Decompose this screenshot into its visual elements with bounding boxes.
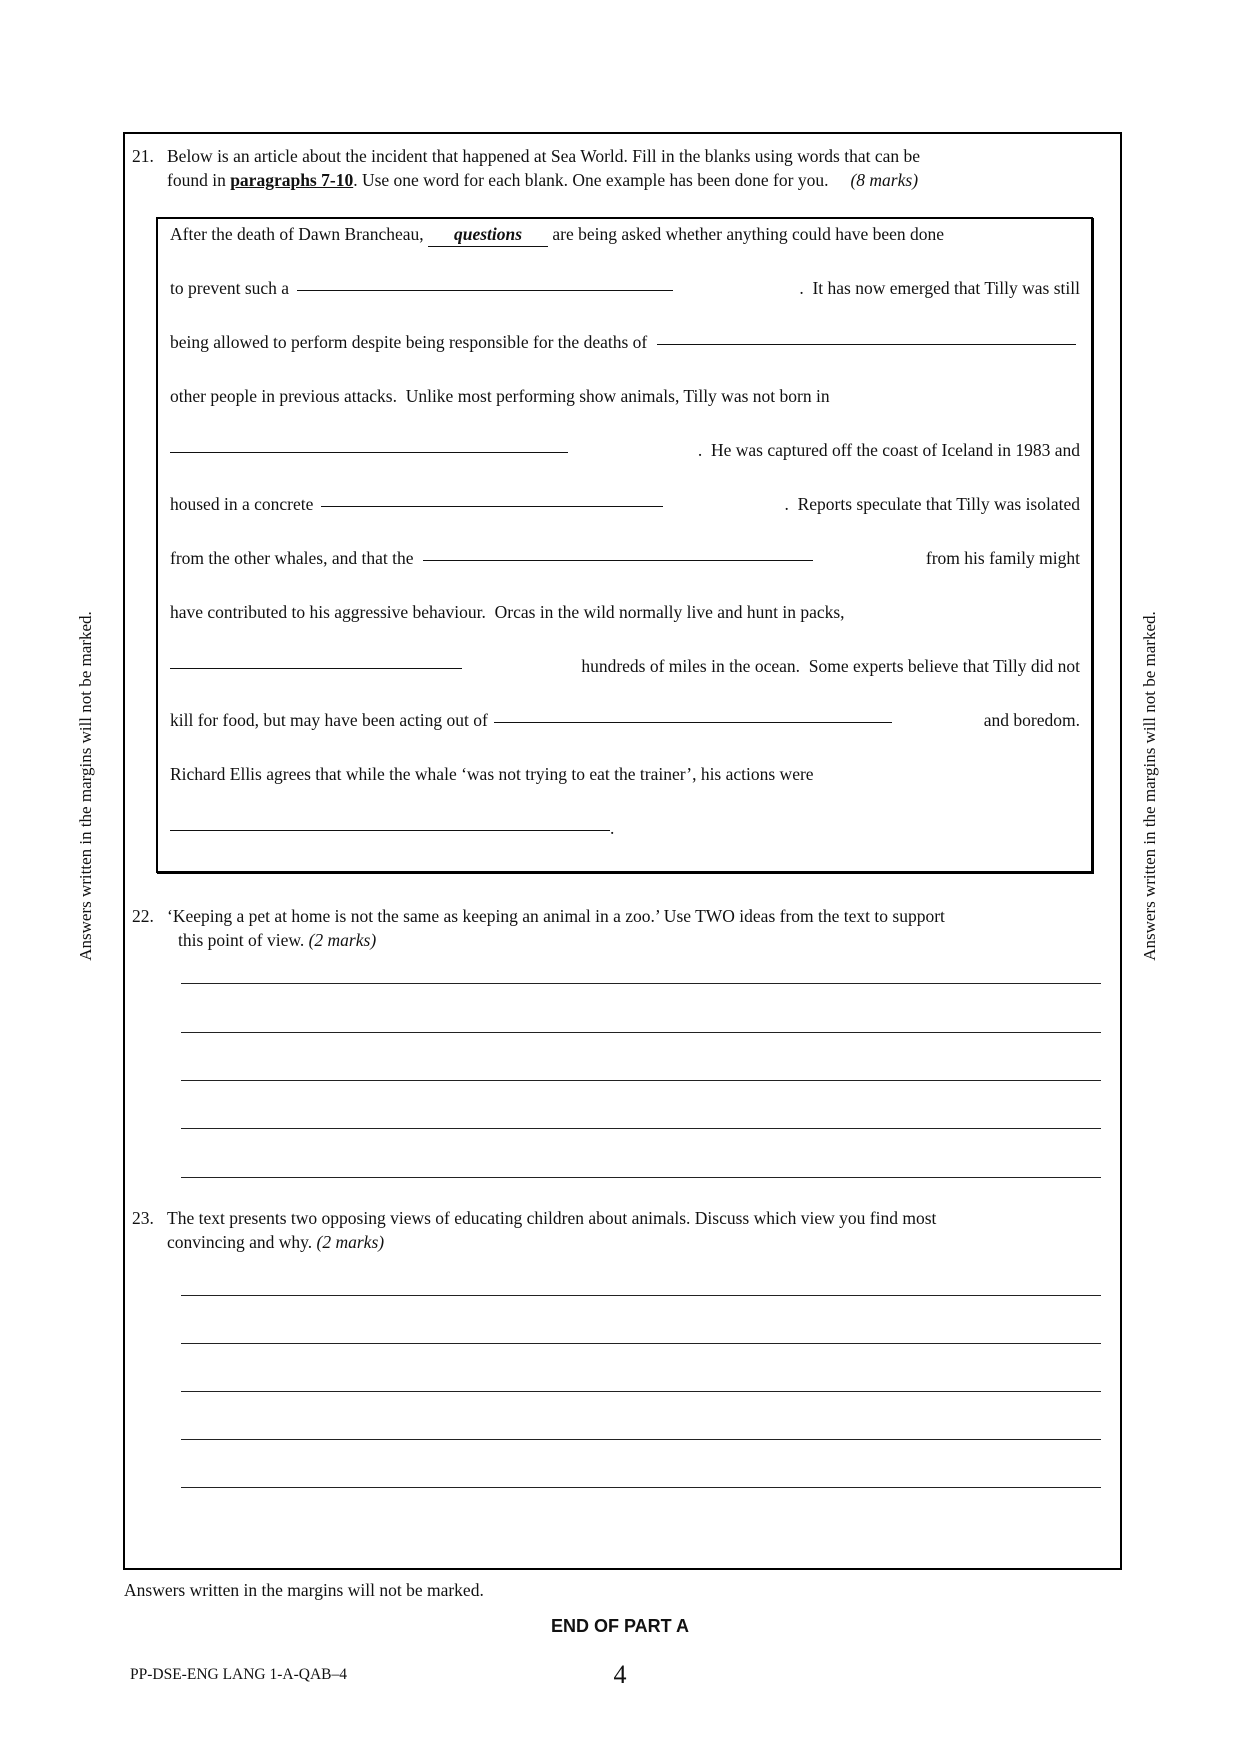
passage-line-7 [170,546,1080,570]
question-text-line1: ‘Keeping a pet at home is not the same as keeping an animal in a zoo.’ Use TWO ideas from the text to support [167,906,945,926]
passage-line-12 [170,816,1080,840]
passage-text: kill for food, but may have been acting out of [170,710,488,730]
passage-line-3 [170,330,1080,354]
question-text-line2 [167,1230,384,1254]
passage-text: . Reports speculate that Tilly was isolated [784,494,1080,514]
answer-line[interactable] [181,1391,1101,1392]
answer-line[interactable] [181,1295,1101,1296]
passage-line-2 [170,276,1080,300]
passage-text: are being asked whether anything could have been done [548,224,945,244]
question-text-line2 [178,928,376,952]
passage-text: . It has now emerged that Tilly was still [799,278,1080,298]
passage-text: being allowed to perform despite being responsible for the deaths of [170,332,648,352]
passage-text: and boredom. [983,710,1080,730]
instruction-text: found in [167,170,231,190]
question-text-line2 [167,168,918,192]
passage-line-5 [170,438,1080,462]
answer-blank-3[interactable] [170,452,568,453]
answer-line[interactable] [181,1487,1101,1488]
answer-blank-1[interactable] [297,290,673,291]
footer-margin-note: Answers written in the margins will not be marked. [124,1580,484,1600]
passage-line-11 [170,762,1080,786]
instruction-text: . Use one word for each blank. One example has been done for you. [353,170,829,190]
answer-blank-7[interactable] [494,722,892,723]
passage-line-1 [170,222,1080,247]
answer-line[interactable] [181,1032,1101,1033]
left-margin-note: Answers written in the margins will not be marked. [76,611,95,961]
answer-blank-8[interactable] [170,830,610,831]
passage-text: . He was captured off the coast of Iceland in 1983 and [697,440,1080,460]
example-answer: questions [428,222,548,247]
passage-line-4 [170,384,1080,408]
passage-text: housed in a concrete [170,494,314,514]
answer-blank-2[interactable] [657,344,1076,345]
question-number: 22. [132,906,154,926]
question-number: 21. [132,146,154,166]
answer-line[interactable] [181,983,1101,984]
answer-blank-4[interactable] [321,506,663,507]
passage-line-9 [170,654,1080,678]
passage-text: have contributed to his aggressive behaviour. Orcas in the wild normally live and hunt in packs, [170,602,845,622]
passage-line-10 [170,708,1080,732]
question-number: 23. [132,1208,154,1228]
passage-line-6 [170,492,1080,516]
passage-text: other people in previous attacks. Unlike most performing show animals, Tilly was not born in [170,386,830,406]
question-text-line1: Below is an article about the incident that happened at Sea World. Fill in the blanks using words that can be [167,146,921,166]
passage-text: from his family might [925,548,1080,568]
answer-line[interactable] [181,1177,1101,1178]
page-number: 4 [613,1660,627,1689]
answer-blank-6[interactable] [170,668,462,669]
answer-line[interactable] [181,1128,1101,1129]
answer-line[interactable] [181,1343,1101,1344]
marks-label: (2 marks) [316,1232,385,1252]
end-of-part-label: END OF PART A [551,1616,689,1636]
passage-text: from the other whales, and that the [170,548,414,568]
right-margin-note: Answers written in the margins will not be marked. [1140,611,1159,961]
passage-text: Richard Ellis agrees that while the whale ‘was not trying to eat the trainer’, his actions were [170,764,814,784]
question-text-line1: The text presents two opposing views of educating children about animals. Discuss which view you find most [167,1208,937,1228]
passage-text: hundreds of miles in the ocean. Some experts believe that Tilly did not [581,656,1080,676]
passage-line-8 [170,600,1080,624]
question-text: convincing and why. [167,1232,313,1252]
answer-line[interactable] [181,1080,1101,1081]
marks-label: (2 marks) [308,930,377,950]
paper-code: PP-DSE-ENG LANG 1-A-QAB–4 [130,1666,347,1683]
passage-text: After the death of Dawn Brancheau, [170,224,429,244]
passage-text: . [610,818,615,838]
question-text: this point of view. [178,930,305,950]
marks-label: (8 marks) [850,170,919,190]
passage-text: to prevent such a [170,278,290,298]
answer-blank-5[interactable] [423,560,813,561]
paragraph-reference: paragraphs 7-10 [230,170,354,190]
answer-line[interactable] [181,1439,1101,1440]
